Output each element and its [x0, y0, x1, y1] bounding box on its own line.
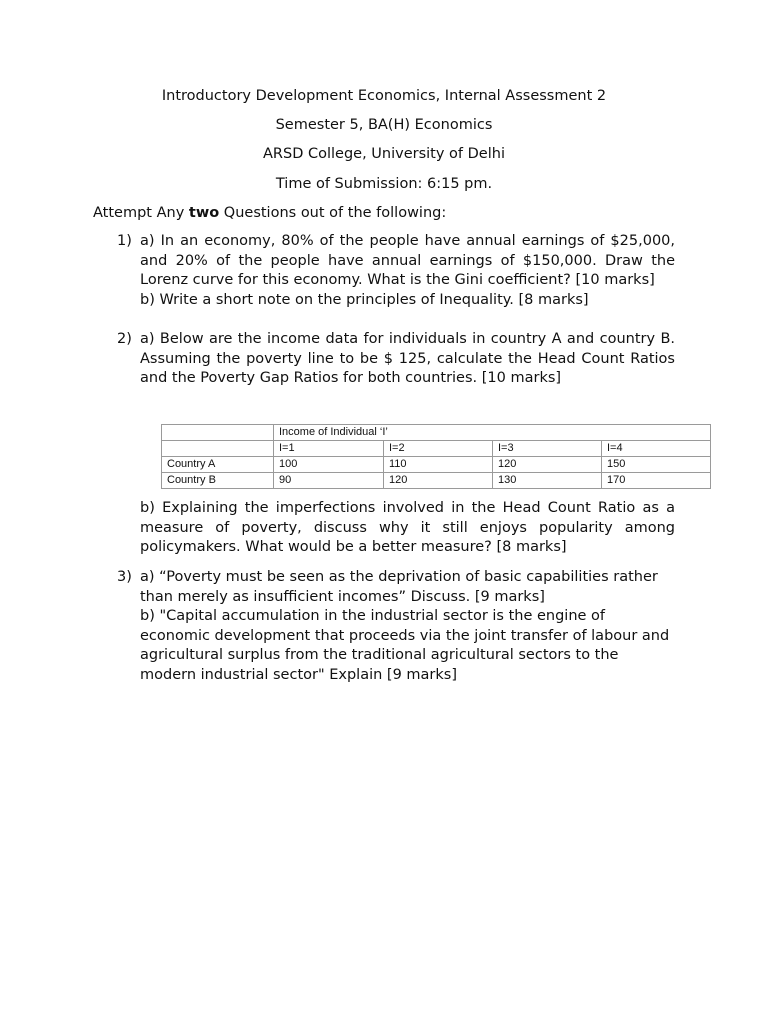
question-number: 3) [117, 569, 132, 585]
table-cell: 90 [274, 473, 384, 489]
income-table [161, 424, 711, 489]
instructions-emphasis: two [188, 205, 220, 221]
row-label: Country B [162, 473, 274, 489]
instructions-text-start: Attempt Any [93, 205, 189, 221]
semester-line: Semester 5, BA(H) Economics [275, 117, 493, 133]
question-part-a: a) “Poverty must be seen as the deprivation of basic capabilities rather than merely as insufficient incomes” Discuss. [9 marks] [140, 569, 658, 605]
question-number: 2) [117, 331, 132, 347]
column-header: I=1 [274, 441, 384, 457]
question-number: 1) [117, 233, 132, 249]
table-cell: 170 [602, 473, 711, 489]
income-table-wrapper [161, 424, 711, 489]
submission-time: Time of Submission: 6:15 pm. [275, 176, 493, 192]
question-body [140, 499, 675, 558]
college-line: ARSD College, University of Delhi [263, 146, 505, 162]
question-part-b: b) "Capital accumulation in the industrial sector is the engine of economic development that proceeds via the joint transfer of labour and agricultural surplus from the traditional agricultural sectors to the modern industrial sector" Explain [9 marks] [140, 608, 670, 683]
table-group-header: Income of Individual ‘I’ [274, 425, 711, 441]
table-cell: 120 [384, 473, 493, 489]
question-part-b: b) Write a short note on the principles of Inequality. [8 marks] [140, 291, 589, 308]
table-cell: 150 [602, 457, 711, 473]
question-part-a: a) In an economy, 80% of the people have annual earnings of $25,000, and 20% of the people have annual earnings of $150,000. Draw the Lorenz curve for this economy. What is the Gini coefficient? [10 marks] [140, 233, 675, 289]
table-cell: 120 [493, 457, 602, 473]
table-column-header-row [162, 441, 711, 457]
question-body [140, 232, 675, 310]
question-body [140, 330, 675, 389]
row-label: Country A [162, 457, 274, 473]
column-header: I=2 [384, 441, 493, 457]
table-row [162, 457, 711, 473]
table-blank-cell [162, 441, 274, 457]
table-group-header-row [162, 425, 711, 441]
table-cell: 110 [384, 457, 493, 473]
table-row [162, 473, 711, 489]
table-cell: 130 [493, 473, 602, 489]
instructions [93, 203, 446, 223]
question-part-a: a) Below are the income data for individuals in country A and country B. Assuming the poverty line to be $ 125, calculate the Head Count Ratios and the Poverty Gap Ratios for both countries. [10 marks] [140, 331, 675, 387]
column-header: I=3 [493, 441, 602, 457]
table-cell: 100 [274, 457, 384, 473]
column-header: I=4 [602, 441, 711, 457]
table-corner-cell [162, 425, 274, 441]
question-part-b: b) Explaining the imperfections involved in the Head Count Ratio as a measure of poverty, discuss why it still enjoys popularity among policymakers. What would be a better measure? [8 marks] [140, 500, 675, 556]
question-body [140, 568, 675, 686]
instructions-text-end: Questions out of the following: [219, 205, 447, 221]
assessment-title: Introductory Development Economics, Internal Assessment 2 [161, 88, 607, 104]
